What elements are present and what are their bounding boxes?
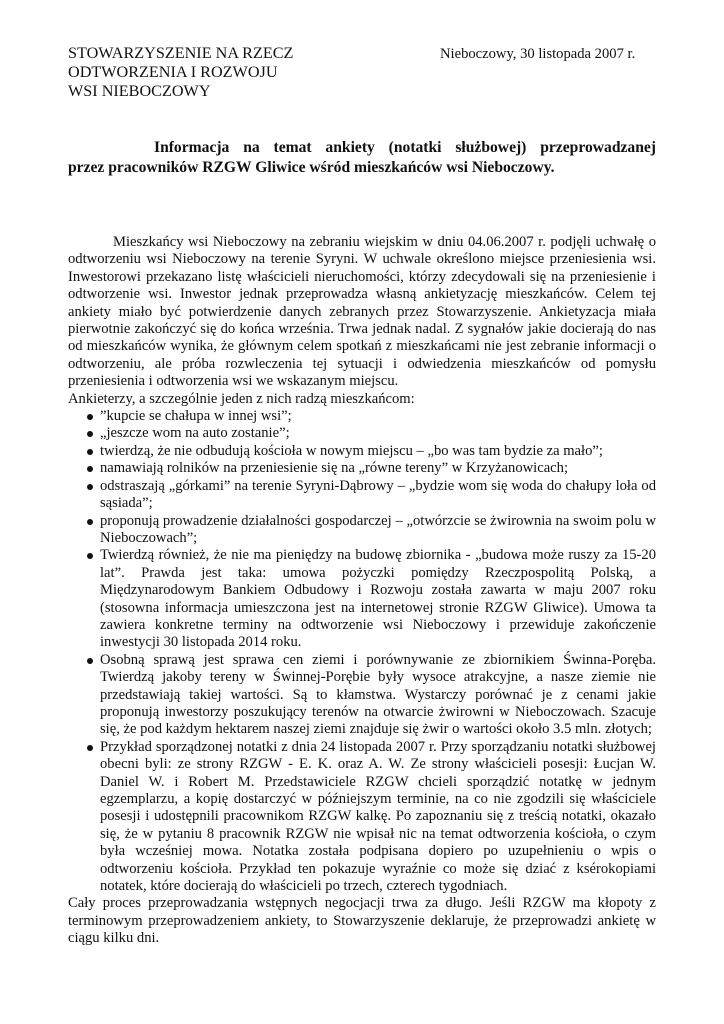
bullet-icon bbox=[87, 745, 93, 751]
bullet-list bbox=[68, 408, 656, 895]
list-item-text: Osobną sprawą jest sprawa cen ziemi i porównywanie ze zbiornikiem Świnna-Poręba. Twierdzą jakoby tereny w Świnnej-Porębie były wysoce atrakcyjne, a nasze ziemie nie przedstawiają takiej wartości. Są to kłamstwa. Wystarczy porównać je z cenami jakie proponują inwestorzy poszukujący terenów na otwarcie żwirowni w Nieboczowach. Szacuje się, że pod każdym hektarem naszej ziemi znajduje się żwir o wartości około 3.5 mln. złotych; bbox=[100, 651, 656, 738]
bullet-icon bbox=[87, 553, 93, 559]
list-item-text: twierdzą, że nie odbudują kościoła w nowym miejscu – „bo was tam bydzie za mało”; bbox=[100, 442, 603, 459]
bullet-icon bbox=[87, 519, 93, 525]
list-item bbox=[68, 478, 656, 513]
title-line-1: Informacja na temat ankiety (notatki służbowej) przeprowadzanej bbox=[154, 139, 656, 156]
bullet-icon bbox=[87, 658, 93, 664]
list-item-text: Twierdzą również, że nie ma pieniędzy na budowę zbiornika - „budowa może ruszy za 15-20 lat”. Prawda jest taka: umowa pożyczki pomiędzy Rzeczpospolitą Polską, a Międzynarodowym Bankiem Odbudowy i Rozwoju została zawarta w maju 2007 roku (stosowna informacja umieszczona jest na internetowej stronie RZGW Gliwice). Umowa ta zawiera konkretne terminy na odtworzenie wsi Nieboczowy i przewiduje zakończenie inwestycji 30 listopada 2014 roku. bbox=[100, 547, 656, 651]
closing-paragraph: Cały proces przeprowadzania wstępnych negocjacji trwa za długo. Jeśli RZGW ma kłopoty z terminowym przeprowadzeniem ankiety, to Stowarzyszenie deklaruje, że przeprowadzi ankietę w ciągu kilku dni. bbox=[68, 895, 656, 947]
org-line-2: ODTWORZENIA I ROZWOJU bbox=[68, 63, 278, 81]
bullets-lead: Ankieterzy, a szczególnie jeden z nich radzą mieszkańcom: bbox=[68, 390, 415, 407]
document-body bbox=[68, 234, 656, 948]
list-item bbox=[68, 408, 656, 425]
document-title bbox=[68, 138, 656, 178]
list-item-text: ”kupcie se chałupa w innej wsi”; bbox=[100, 408, 292, 425]
list-item bbox=[68, 443, 656, 460]
bullet-icon bbox=[87, 449, 93, 455]
intro-paragraph: Mieszkańcy wsi Nieboczowy na zebraniu wiejskim w dniu 04.06.2007 r. podjęli uchwałę o odtworzeniu wsi Nieboczowy na terenie Syryni. W uchwale określono miejsce przeniesienia wsi. Inwestorowi przekazano listę właścicieli nieruchomości, którzy zdecydowali się na przeniesienie i odtworzenie wsi. Inwestor jednak przeprowadza własną ankietyzację mieszkańców. Celem tej ankiety miało być potwierdzenie danych zebranych przez Stowarzyszenie. Ankietyzacja miała pierwotnie zakończyć się do końca września. Trwa jednak nadal. Z sygnałów jakie docierają do nas od mieszkańców wynika, że głównym celem spotkań z mieszkańcami nie jest zebranie informacji o odtworzeniu, ale próba rozwleczenia tej sytuacji i odwiedzenia mieszkańców od pomysłu przeniesienia i odtworzenia wsi we wskazanym miejscu. bbox=[68, 234, 656, 390]
title-line-2: przez pracowników RZGW Gliwice wśród mieszkańców wsi Nieboczowy. bbox=[68, 159, 555, 176]
list-item bbox=[68, 425, 656, 442]
org-line-1: STOWARZYSZENIE NA RZECZ bbox=[68, 44, 294, 62]
bullet-icon bbox=[87, 431, 93, 437]
list-item-text: odstraszają „górkami” na terenie Syryni-Dąbrowy – „bydzie wom się woda do chałupy loła od sąsiada”; bbox=[100, 477, 656, 512]
list-item-text: namawiają rolników na przeniesienie się na „równe tereny” w Krzyżanowicach; bbox=[100, 460, 569, 477]
bullet-icon bbox=[87, 484, 93, 490]
list-item bbox=[68, 652, 656, 739]
organization-name bbox=[68, 44, 368, 101]
list-item-text: „jeszcze wom na auto zostanie”; bbox=[100, 425, 290, 442]
list-item bbox=[68, 547, 656, 651]
list-item-text: proponują prowadzenie działalności gospodarczej – „otwórzcie se żwirownia na swoim polu w Nieboczowach”; bbox=[100, 512, 656, 546]
list-item bbox=[68, 739, 656, 896]
list-item bbox=[68, 460, 656, 477]
org-line-3: WSI NIEBOCZOWY bbox=[68, 82, 211, 100]
list-item-text: Przykład sporządzonej notatki z dnia 24 listopada 2007 r. Przy sporządzaniu notatki służbowej obecni byli: ze strony RZGW - E. K. oraz A. W. Ze strony właścicieli posesji: Łucjan W. Daniel W. i Robert M. Przedstawiciele RZGW chcieli sporządzić notatkę w jednym egzemplarzu, a kopię dostarczyć w późniejszym terminie, na co nie zgodzili się właściciele posesji i udostępnili pracownikom RZGW kalkę. Po zapoznaniu się z treścią notatki, okazało się, że w pytaniu 8 pracownik RZGW nie wpisał nic na temat odtworzenia kościoła, o czym była wcześniej mowa. Notatka została podpisana dopiero po uzupełnieniu o wpis o odtworzeniu kościoła. Przykład ten pokazuje wyraźnie co może się dziać z ksérokopiami notatek, które docierają do właścicieli po trzech, czterech tygodniach. bbox=[100, 738, 656, 895]
bullet-icon bbox=[87, 414, 93, 420]
place-and-date: Nieboczowy, 30 listopada 2007 r. bbox=[440, 46, 636, 62]
list-item bbox=[68, 513, 656, 548]
bullet-icon bbox=[87, 466, 93, 472]
